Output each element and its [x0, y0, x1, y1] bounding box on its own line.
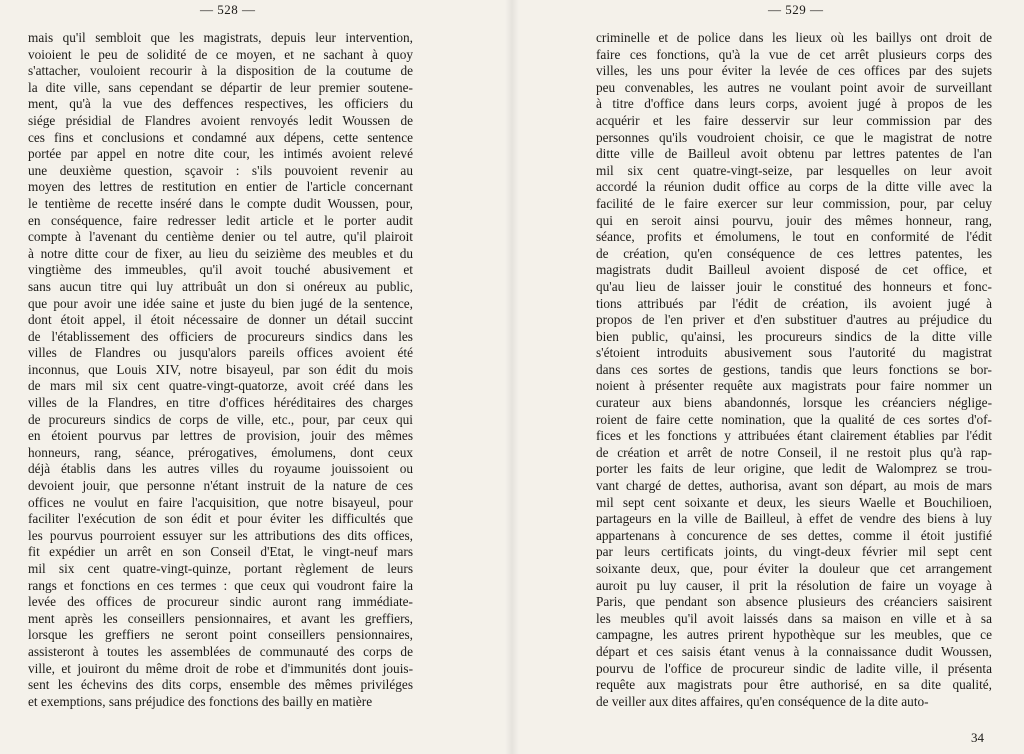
text-line: siége présidial de Flandres avoient renvoyés ledit Woussen de: [28, 112, 413, 128]
text-line: moyen des lettres de restitution en entier de l'article concernant: [28, 179, 413, 195]
text-line: sans aucun titre qui luy attribuât un don si onéreux au public,: [28, 278, 413, 294]
text-line: villes de la Flandres, en titre d'offices héréditaires des charges: [28, 395, 413, 411]
text-line: ces fins et conclusions et condamné aux dépens, cette sentence: [28, 129, 413, 145]
text-line: dans ces sortes de gestions, tandis que leurs fonctions se bor-: [596, 361, 992, 377]
text-line: par leurs certificats joints, du vingt-deux février mil sept cent: [596, 544, 992, 560]
text-line: roient de faire cette nomination, que la qualité de ces sortes d'of-: [596, 411, 992, 427]
text-line: mil sept cent soixante et deux, les sieurs Waelle et Bouchilioen,: [596, 494, 992, 510]
text-line: fices et les fonctions y attribuées étant clairement établies par l'édit: [596, 428, 992, 444]
text-line: les pourvus pourroient essuyer sur les attributions des dits offices,: [28, 527, 413, 543]
text-line: mil six cent quatre-vingt-seize, par lesquelles on leur avoit: [596, 162, 992, 178]
text-line: auroit pu luy causer, il prit la résolution de faire un voyage à: [596, 577, 992, 593]
right-page-text: [596, 30, 992, 710]
text-line: de l'établissement des officiers de procureurs sindics dans les: [28, 328, 413, 344]
text-line: séance, profits et émolumens, le tout en conformité de l'édit: [596, 229, 992, 245]
text-line: qui en seroit ainsi pourvu, jouir des mêmes honneur, rang,: [596, 212, 992, 228]
left-page-number: — 528 —: [200, 2, 256, 17]
text-line: ment, qu'à la vue des deffences respectives, les officiers du: [28, 96, 413, 112]
text-line: acquérir et les faire desservir sur leur commission par des: [596, 112, 992, 128]
text-line: villes, les uns pour éviter la levée de ces offices par des sujets: [596, 63, 992, 79]
text-line: ditte ville de Bailleul avoit obtenu par lettres patentes de l'an: [596, 146, 992, 162]
text-line: de procureurs sindics de corps de ville, etc., pour, par ceux qui: [28, 411, 413, 427]
text-line: en étoient pourvus par lettres de provision, jouir des mêmes: [28, 428, 413, 444]
text-line: vingtième des immeubles, qu'il avoit touché abusivement et: [28, 262, 413, 278]
text-line: offices ne voulut en faire l'acquisition, que notre bisayeul, pour: [28, 494, 413, 510]
text-line: soixante deux, que, pour éviter la douleur que cet arrangement: [596, 561, 992, 576]
text-line: propos de l'en priver et d'en substituer d'autres au préjudice du: [596, 312, 992, 328]
text-line: de création et arrêt de notre Conseil, il ne restoit plus qu'à rap-: [596, 444, 992, 460]
text-line: honneurs, rang, séance, prérogatives, émolumens, dont ceux: [28, 444, 413, 460]
text-line: faire ces fonctions, qu'à la vue de cet arrêt plusieurs corps des: [596, 46, 992, 62]
text-line: curateur aux biens abandonnés, lorsque les créanciers néglige-: [596, 395, 992, 411]
left-page-text: [28, 30, 413, 710]
right-page: [512, 0, 1024, 754]
text-line: personnes qu'ils voudroient choisir, ce que le magistrat de notre: [596, 129, 992, 145]
text-line: tions attribués par l'édit de création, ils avoient jugé à: [596, 295, 992, 311]
right-page-number: — 529 —: [768, 2, 824, 17]
text-line: porter les faits de leur origine, que ledit de Walomprez se trou-: [596, 461, 992, 477]
text-line: une deuxième question, sçavoir : s'ils pouvoient revenir au: [28, 162, 413, 178]
text-line: devoient jouir, que personne n'étant instruit de la nature de ces: [28, 478, 413, 494]
text-line: sent les échevins des dits corps, ensemble des mêmes priviléges: [28, 677, 413, 693]
text-line: criminelle et de police dans les lieux où les baillys ont droit de: [596, 30, 992, 45]
text-line: levée des offices de procureur sindic auront rang immédiate-: [28, 594, 413, 610]
text-line: à notre ditte cour de fixer, au lieu du seizième des meubles et du: [28, 245, 413, 261]
text-line: lorsque les greffiers ne seront point conseillers pensionnaires,: [28, 627, 413, 643]
text-line: compte à l'avenant du centième denier ou tel autre, qu'il plairoit: [28, 229, 413, 245]
text-line: facilité de le faire exercer sur leur commission, pour, par celuy: [596, 195, 992, 211]
text-line: accordé la réunion dudit office au corps de la ditte ville avec la: [596, 179, 992, 195]
text-line: rangs et fonctions en ces termes : que ceux qui voudront faire la: [28, 577, 413, 593]
text-line: en conséquence, faire redresser ledit article et le porter audit: [28, 212, 413, 228]
text-line: ment après les conseillers pensionnaires, et avant les greffiers,: [28, 610, 413, 626]
text-line: Paris, que pendant son absence plusieurs des créanciers saisirent: [596, 594, 992, 610]
text-line: de mars mil six cent quatre-vingt-quatorze, avoit créé dans les: [28, 378, 413, 394]
text-line: s'attacher, vouloient recourir à la disposition de la coutume de: [28, 63, 413, 79]
text-line: départ et ces saisis étant venus à la connaissance dudit Woussen,: [596, 643, 992, 659]
text-line: noient à présenter requête aux magistrats pour faire nommer un: [596, 378, 992, 394]
text-line: mais qu'il sembloit que les magistrats, depuis leur intervention,: [28, 30, 413, 45]
text-line: appartenans à concurence de ses dettes, comme il étoit justifié: [596, 527, 992, 543]
text-line: partageurs en la ville de Bailleul, à effet de vendre des biens à luy: [596, 511, 992, 527]
text-line: de création, qu'en conséquence de ces lettres patentes, les: [596, 245, 992, 261]
text-line: portée par appel en notre dite cour, les intimés avoient relevé: [28, 146, 413, 162]
text-line: les meubles qu'il avoit laissés dans sa maison en ville et à sa: [596, 610, 992, 626]
text-line: peu convenables, les autres ne voulant point avoir de surveillant: [596, 79, 992, 95]
text-line: fit expédier un arrêt en son Conseil d'Etat, le vingt-neuf mars: [28, 544, 413, 560]
text-line: villes de Flandres ou jusqu'alors pareils offices avoient été: [28, 345, 413, 361]
text-line: et exemptions, sans préjudice des fonctions des bailly en matière: [28, 693, 373, 709]
text-line: campagne, les autres prirent hypothèque sur les meubles, que ce: [596, 627, 992, 643]
text-line: requête aux magistrats pour être authorisé, en sa dite qualité,: [596, 677, 992, 693]
text-line: faciliter l'exécution de son édit et pour éviter les difficultés que: [28, 511, 413, 527]
text-line: qu'au lieu de laisser jouir le constitué des honneurs et fonc-: [596, 278, 992, 294]
text-line: le tentième de recette inséré dans le compte dudit Woussen, pour,: [28, 195, 413, 211]
text-line: que pour avoir une idée saine et juste du bien jugé de la sentence,: [28, 295, 413, 311]
text-line: bien public, qu'ainsi, les procureurs sindics de la ditte ville: [596, 328, 992, 344]
text-line: vant chargé de dettes, authorisa, avant son départ, au mois de mars: [596, 478, 992, 494]
folio-signature: 34: [971, 730, 984, 745]
text-line: pourvu de l'office de procureur sindic de ladite ville, il présenta: [596, 660, 992, 676]
text-line: assisteront à toutes les assemblées de communauté des corps de: [28, 643, 413, 659]
text-line: déjà établis dans les autres villes du royaume jouissoient ou: [28, 461, 413, 477]
text-line: magistrats dudit Bailleul avoient disposé de cet office, et: [596, 262, 992, 278]
text-line: voioient le peu de solidité de ce moyen, et ne sachant à quoy: [28, 46, 413, 62]
text-line: à titre d'office dans leurs corps, avoient jugé à propos de les: [596, 96, 992, 112]
text-line: la dite ville, sans cependant se départir de leur premier soutene-: [28, 79, 413, 95]
text-line: mil six cent quatre-vingt-quinze, portant règlement de leurs: [28, 561, 413, 576]
text-line: ville, et jouiront du même droit de robe et d'immunités dont jouis-: [28, 660, 413, 676]
text-line: s'étoient introduits abusivement sous l'autorité du magistrat: [596, 345, 992, 361]
text-line: dont étoit appel, il étoit nécessaire de donner un détail succint: [28, 312, 413, 328]
text-line: inconnus, que Louis XIV, notre bisayeul, par son édit du mois: [28, 361, 413, 377]
text-line: de veiller aux dites affaires, qu'en conséquence de la dite auto-: [596, 693, 929, 709]
